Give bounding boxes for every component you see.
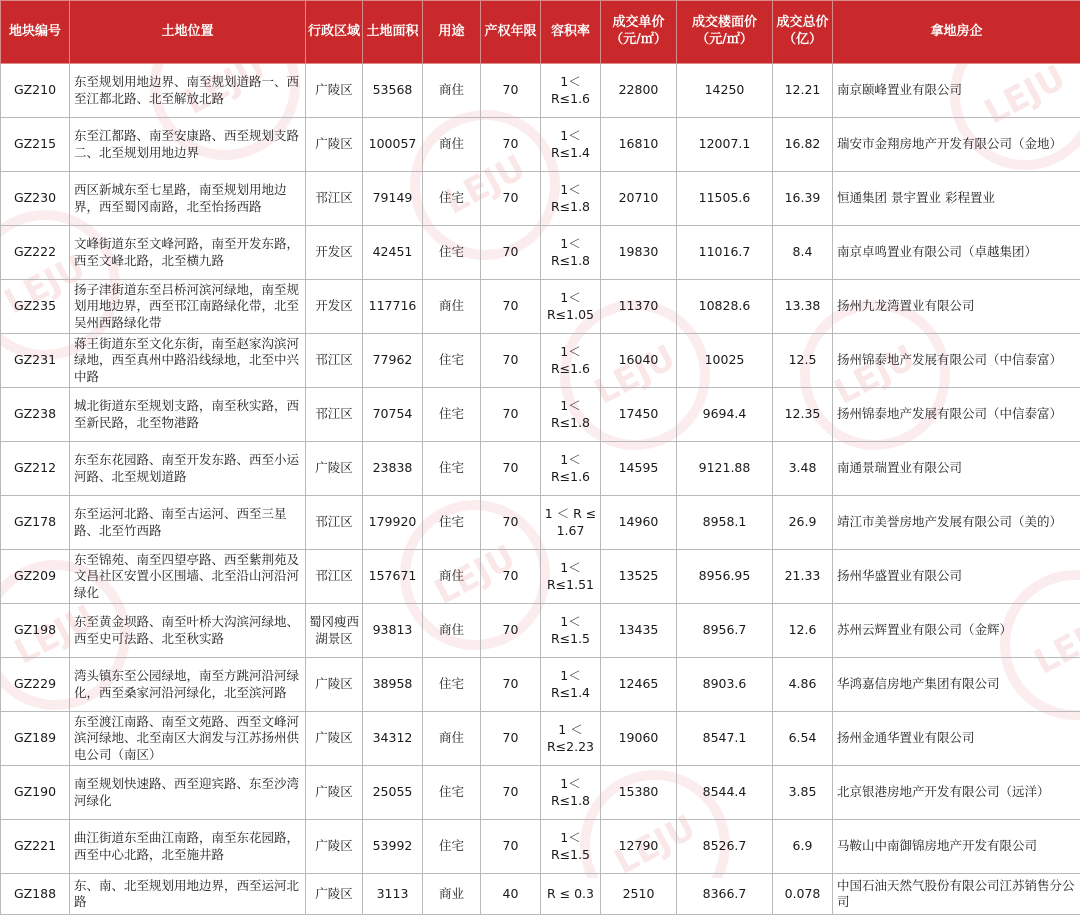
unit-price-cell: 13525 <box>601 550 677 604</box>
developer-cell: 靖江市美誉房地产发展有限公司（美的） <box>833 496 1080 550</box>
area-cell: 100057 <box>363 118 423 172</box>
unit-price-cell: 2510 <box>601 874 677 915</box>
district-cell: 邗江区 <box>306 334 363 388</box>
area-cell: 42451 <box>363 226 423 280</box>
plot-id-cell: GZ215 <box>1 118 70 172</box>
usage-cell: 商住 <box>423 550 481 604</box>
district-cell: 广陵区 <box>306 712 363 766</box>
tenure-cell: 70 <box>481 334 541 388</box>
area-cell: 25055 <box>363 766 423 820</box>
plot-ratio-cell: 1＜R≤1.05 <box>541 280 601 334</box>
developer-cell: 北京银港房地产开发有限公司（远洋） <box>833 766 1080 820</box>
location-cell: 东至渡江南路、南至文苑路、西至文峰河滨河绿地、北至南区大润发与江苏扬州供电公司（南区） <box>70 712 306 766</box>
location-cell: 东至黄金坝路、南至叶桥大沟滨河绿地、西至史可法路、北至秋实路 <box>70 604 306 658</box>
usage-cell: 商住 <box>423 604 481 658</box>
tenure-cell: 70 <box>481 388 541 442</box>
table-row <box>1 172 1080 226</box>
table-row <box>1 658 1080 712</box>
area-cell: 70754 <box>363 388 423 442</box>
header-area: 土地面积 <box>363 1 423 64</box>
usage-cell: 商住 <box>423 118 481 172</box>
plot-ratio-cell: 1＜R≤1.8 <box>541 226 601 280</box>
developer-cell: 扬州金通华置业有限公司 <box>833 712 1080 766</box>
floor-price-cell: 9694.4 <box>677 388 773 442</box>
location-cell: 西区新城东至七星路，南至规划用地边界，西至蜀冈南路，北至怡扬西路 <box>70 172 306 226</box>
plot-ratio-cell: 1＜R≤1.4 <box>541 118 601 172</box>
tenure-cell: 70 <box>481 712 541 766</box>
usage-cell: 住宅 <box>423 388 481 442</box>
usage-cell: 住宅 <box>423 496 481 550</box>
location-cell: 蒋王街道东至文化东街，南至赵家沟滨河绿地，西至真州中路沿线绿地，北至中兴中路 <box>70 334 306 388</box>
plot-ratio-cell: 1＜R≤1.6 <box>541 442 601 496</box>
district-cell: 开发区 <box>306 280 363 334</box>
usage-cell: 住宅 <box>423 226 481 280</box>
tenure-cell: 40 <box>481 874 541 915</box>
table-row <box>1 820 1080 874</box>
location-cell: 东至运河北路、南至古运河、西至三星路、北至竹西路 <box>70 496 306 550</box>
developer-cell: 扬州锦泰地产发展有限公司（中信泰富） <box>833 334 1080 388</box>
plot-id-cell: GZ190 <box>1 766 70 820</box>
unit-price-cell: 19060 <box>601 712 677 766</box>
plot-id-cell: GZ189 <box>1 712 70 766</box>
area-cell: 3113 <box>363 874 423 915</box>
location-cell: 扬子津街道东至吕桥河滨河绿地，南至规划用地边界，西至邗江南路绿化带，北至吴州西路绿化带 <box>70 280 306 334</box>
tenure-cell: 70 <box>481 496 541 550</box>
unit-price-cell: 14960 <box>601 496 677 550</box>
location-cell: 东、南、北至规划用地边界，西至运河北路 <box>70 874 306 915</box>
header-total-price: 成交总价（亿） <box>773 1 833 64</box>
plot-ratio-cell: 1＜R≤1.5 <box>541 604 601 658</box>
tenure-cell: 70 <box>481 64 541 118</box>
developer-cell: 华鸿嘉信房地产集团有限公司 <box>833 658 1080 712</box>
district-cell: 广陵区 <box>306 658 363 712</box>
usage-cell: 住宅 <box>423 766 481 820</box>
header-unit-price: 成交单价（元/㎡） <box>601 1 677 64</box>
tenure-cell: 70 <box>481 118 541 172</box>
location-cell: 城北街道东至规划支路，南至秋实路，西至新民路，北至物港路 <box>70 388 306 442</box>
district-cell: 蜀冈瘦西湖景区 <box>306 604 363 658</box>
usage-cell: 商住 <box>423 712 481 766</box>
area-cell: 77962 <box>363 334 423 388</box>
floor-price-cell: 11016.7 <box>677 226 773 280</box>
plot-ratio-cell: 1 ＜ R ≤ 1.67 <box>541 496 601 550</box>
plot-id-cell: GZ178 <box>1 496 70 550</box>
floor-price-cell: 8547.1 <box>677 712 773 766</box>
header-tenure: 产权年限 <box>481 1 541 64</box>
district-cell: 广陵区 <box>306 820 363 874</box>
district-cell: 邗江区 <box>306 550 363 604</box>
total-price-cell: 3.85 <box>773 766 833 820</box>
floor-price-cell: 9121.88 <box>677 442 773 496</box>
developer-cell: 恒通集团 景宇置业 彩程置业 <box>833 172 1080 226</box>
plot-ratio-cell: 1＜R≤1.51 <box>541 550 601 604</box>
plot-ratio-cell: R ≤ 0.3 <box>541 874 601 915</box>
floor-price-cell: 8544.4 <box>677 766 773 820</box>
tenure-cell: 70 <box>481 604 541 658</box>
table-row <box>1 712 1080 766</box>
developer-cell: 瑞安市金翔房地产开发有限公司（金地） <box>833 118 1080 172</box>
total-price-cell: 12.21 <box>773 64 833 118</box>
total-price-cell: 26.9 <box>773 496 833 550</box>
table-row <box>1 874 1080 915</box>
area-cell: 23838 <box>363 442 423 496</box>
floor-price-cell: 8958.1 <box>677 496 773 550</box>
developer-cell: 苏州云辉置业有限公司（金辉） <box>833 604 1080 658</box>
area-cell: 34312 <box>363 712 423 766</box>
usage-cell: 住宅 <box>423 820 481 874</box>
plot-ratio-cell: 1＜R≤1.8 <box>541 172 601 226</box>
table-row <box>1 442 1080 496</box>
table-row <box>1 604 1080 658</box>
district-cell: 广陵区 <box>306 442 363 496</box>
plot-ratio-cell: 1＜R≤1.6 <box>541 334 601 388</box>
unit-price-cell: 15380 <box>601 766 677 820</box>
total-price-cell: 12.35 <box>773 388 833 442</box>
usage-cell: 住宅 <box>423 172 481 226</box>
district-cell: 开发区 <box>306 226 363 280</box>
floor-price-cell: 14250 <box>677 64 773 118</box>
floor-price-cell: 12007.1 <box>677 118 773 172</box>
table-row <box>1 496 1080 550</box>
total-price-cell: 12.5 <box>773 334 833 388</box>
table-row <box>1 280 1080 334</box>
total-price-cell: 6.54 <box>773 712 833 766</box>
header-floor-price: 成交楼面价（元/㎡） <box>677 1 773 64</box>
unit-price-cell: 11370 <box>601 280 677 334</box>
unit-price-cell: 20710 <box>601 172 677 226</box>
tenure-cell: 70 <box>481 172 541 226</box>
unit-price-cell: 19830 <box>601 226 677 280</box>
location-cell: 文峰街道东至文峰河路，南至开发东路，西至文峰北路，北至横九路 <box>70 226 306 280</box>
plot-id-cell: GZ188 <box>1 874 70 915</box>
unit-price-cell: 12465 <box>601 658 677 712</box>
developer-cell: 扬州华盛置业有限公司 <box>833 550 1080 604</box>
usage-cell: 商住 <box>423 64 481 118</box>
tenure-cell: 70 <box>481 550 541 604</box>
plot-id-cell: GZ209 <box>1 550 70 604</box>
plot-id-cell: GZ238 <box>1 388 70 442</box>
header-plot-ratio: 容积率 <box>541 1 601 64</box>
developer-cell: 南通景瑞置业有限公司 <box>833 442 1080 496</box>
table-row <box>1 64 1080 118</box>
district-cell: 广陵区 <box>306 874 363 915</box>
table-row <box>1 334 1080 388</box>
tenure-cell: 70 <box>481 658 541 712</box>
floor-price-cell: 8956.7 <box>677 604 773 658</box>
area-cell: 79149 <box>363 172 423 226</box>
unit-price-cell: 14595 <box>601 442 677 496</box>
district-cell: 邗江区 <box>306 496 363 550</box>
usage-cell: 住宅 <box>423 658 481 712</box>
total-price-cell: 16.82 <box>773 118 833 172</box>
plot-ratio-cell: 1 ＜ R≤2.23 <box>541 712 601 766</box>
floor-price-cell: 8956.95 <box>677 550 773 604</box>
unit-price-cell: 12790 <box>601 820 677 874</box>
tenure-cell: 70 <box>481 766 541 820</box>
plot-ratio-cell: 1＜R≤1.5 <box>541 820 601 874</box>
floor-price-cell: 11505.6 <box>677 172 773 226</box>
plot-ratio-cell: 1＜R≤1.6 <box>541 64 601 118</box>
developer-cell: 马鞍山中南御锦房地产开发有限公司 <box>833 820 1080 874</box>
plot-id-cell: GZ210 <box>1 64 70 118</box>
unit-price-cell: 22800 <box>601 64 677 118</box>
unit-price-cell: 16040 <box>601 334 677 388</box>
header-plot-id: 地块编号 <box>1 1 70 64</box>
table-row <box>1 388 1080 442</box>
area-cell: 157671 <box>363 550 423 604</box>
total-price-cell: 12.6 <box>773 604 833 658</box>
plot-id-cell: GZ198 <box>1 604 70 658</box>
floor-price-cell: 8366.7 <box>677 874 773 915</box>
area-cell: 53568 <box>363 64 423 118</box>
location-cell: 东至东花园路、南至开发东路、西至小运河路、北至规划道路 <box>70 442 306 496</box>
district-cell: 广陵区 <box>306 766 363 820</box>
area-cell: 179920 <box>363 496 423 550</box>
tenure-cell: 70 <box>481 226 541 280</box>
area-cell: 53992 <box>363 820 423 874</box>
location-cell: 东至锦苑、南至四望亭路、西至紫荆苑及文昌社区安置小区围墙、北至沿山河沿河绿化 <box>70 550 306 604</box>
district-cell: 广陵区 <box>306 64 363 118</box>
tenure-cell: 70 <box>481 442 541 496</box>
table-row <box>1 766 1080 820</box>
header-district: 行政区域 <box>306 1 363 64</box>
developer-cell: 南京卓鸣置业有限公司（卓越集团） <box>833 226 1080 280</box>
unit-price-cell: 16810 <box>601 118 677 172</box>
header-developer: 拿地房企 <box>833 1 1080 64</box>
plot-ratio-cell: 1＜R≤1.8 <box>541 766 601 820</box>
usage-cell: 住宅 <box>423 334 481 388</box>
district-cell: 广陵区 <box>306 118 363 172</box>
tenure-cell: 70 <box>481 280 541 334</box>
usage-cell: 商业 <box>423 874 481 915</box>
plot-id-cell: GZ229 <box>1 658 70 712</box>
floor-price-cell: 8526.7 <box>677 820 773 874</box>
plot-ratio-cell: 1＜R≤1.8 <box>541 388 601 442</box>
area-cell: 117716 <box>363 280 423 334</box>
usage-cell: 住宅 <box>423 442 481 496</box>
plot-id-cell: GZ221 <box>1 820 70 874</box>
location-cell: 东至江都路、南至安康路、西至规划支路二、北至规划用地边界 <box>70 118 306 172</box>
plot-id-cell: GZ231 <box>1 334 70 388</box>
developer-cell: 南京颐峰置业有限公司 <box>833 64 1080 118</box>
floor-price-cell: 8903.6 <box>677 658 773 712</box>
table-row <box>1 118 1080 172</box>
plot-id-cell: GZ222 <box>1 226 70 280</box>
location-cell: 湾头镇东至公园绿地，南至方跳河沿河绿化，西至桑家河沿河绿化，北至滨河路 <box>70 658 306 712</box>
total-price-cell: 21.33 <box>773 550 833 604</box>
plot-ratio-cell: 1＜R≤1.4 <box>541 658 601 712</box>
header-row <box>1 1 1080 64</box>
developer-cell: 扬州锦泰地产发展有限公司（中信泰富） <box>833 388 1080 442</box>
header-location: 土地位置 <box>70 1 306 64</box>
table-row <box>1 550 1080 604</box>
unit-price-cell: 17450 <box>601 388 677 442</box>
total-price-cell: 6.9 <box>773 820 833 874</box>
tenure-cell: 70 <box>481 820 541 874</box>
unit-price-cell: 13435 <box>601 604 677 658</box>
district-cell: 邗江区 <box>306 172 363 226</box>
usage-cell: 商住 <box>423 280 481 334</box>
total-price-cell: 13.38 <box>773 280 833 334</box>
area-cell: 38958 <box>363 658 423 712</box>
floor-price-cell: 10828.6 <box>677 280 773 334</box>
plot-id-cell: GZ230 <box>1 172 70 226</box>
developer-cell: 中国石油天然气股份有限公司江苏销售分公司 <box>833 874 1080 915</box>
location-cell: 曲江街道东至曲江南路，南至东花园路，西至中心北路，北至施井路 <box>70 820 306 874</box>
area-cell: 93813 <box>363 604 423 658</box>
developer-cell: 扬州九龙湾置业有限公司 <box>833 280 1080 334</box>
header-usage: 用途 <box>423 1 481 64</box>
total-price-cell: 8.4 <box>773 226 833 280</box>
location-cell: 东至规划用地边界、南至规划道路一、西至江都北路、北至解放北路 <box>70 64 306 118</box>
total-price-cell: 3.48 <box>773 442 833 496</box>
plot-id-cell: GZ235 <box>1 280 70 334</box>
district-cell: 邗江区 <box>306 388 363 442</box>
location-cell: 南至规划快速路、西至迎宾路、东至沙湾河绿化 <box>70 766 306 820</box>
table-row <box>1 226 1080 280</box>
total-price-cell: 4.86 <box>773 658 833 712</box>
floor-price-cell: 10025 <box>677 334 773 388</box>
total-price-cell: 0.078 <box>773 874 833 915</box>
total-price-cell: 16.39 <box>773 172 833 226</box>
plot-id-cell: GZ212 <box>1 442 70 496</box>
